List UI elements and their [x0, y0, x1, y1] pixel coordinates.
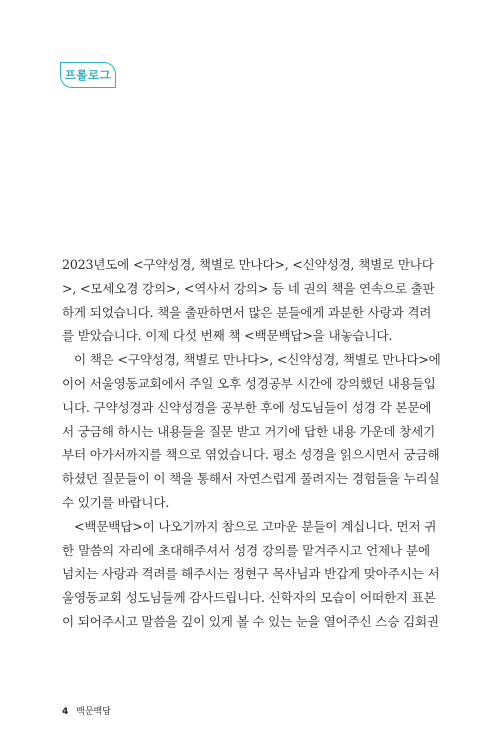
text-line: <백문백답>이 나오기까지 참으로 고마운 분들이 계십니다. 먼저 귀: [74, 518, 437, 534]
paragraph-1: [62, 253, 435, 348]
text-line: 이어 서울영동교회에서 주일 오후 성경공부 시간에 강의했던 내용들입: [62, 375, 436, 391]
text-line: 서 궁금해 하시는 내용들을 질문 받고 거기에 답한 내용 가운데 창세기: [62, 423, 436, 439]
text-line: 를 받았습니다. 이제 다섯 번째 책 <백문백답>을 내놓습니다.: [62, 328, 393, 344]
text-line: 수 있기를 바랍니다.: [62, 494, 170, 510]
paragraph-3: [62, 515, 440, 634]
paragraph-2: [62, 348, 441, 515]
text-line: 한 말씀의 자리에 초대해주셔서 성경 강의를 맡겨주시고 언제나 분에: [62, 542, 430, 558]
text-line: 이 되어주시고 말씀을 깊이 있게 볼 수 있는 눈을 열어주신 스승 김회권: [62, 613, 439, 629]
text-line: 이 책은 <구약성경, 책별로 만나다>, <신약성경, 책별로 만나다>에: [74, 352, 441, 368]
text-line: 부터 아가서까지를 책으로 엮었습니다. 평소 성경을 읽으시면서 궁금해: [62, 447, 440, 463]
page-footer: [62, 704, 111, 717]
text-line: 니다. 구약성경과 신약성경을 공부한 후에 성도님들이 성경 각 본문에: [62, 399, 432, 415]
text-line: 울영동교회 성도님들께 감사드립니다. 신학자의 모습이 어떠한지 표본: [62, 590, 436, 606]
text-line: 넘치는 사랑과 격려를 해주시는 정현구 목사님과 반갑게 맞아주시는 서: [62, 566, 440, 582]
text-line: 2023년도에 <구약성경, 책별로 만나다>, <신약성경, 책별로 만나다: [62, 257, 434, 272]
text-line: 하셨던 질문들이 이 책을 통해서 자연스럽게 풀려지는 경험들을 누리실: [62, 471, 440, 487]
text-line: >, <모세오경 강의>, <역사서 강의> 등 네 권의 책을 연속으로 출판: [62, 280, 435, 296]
chapter-label: 프롤로그: [60, 62, 116, 88]
page-number: 4: [62, 707, 69, 717]
running-book-title: 백문백답: [76, 707, 111, 717]
text-line: 하게 되었습니다. 책을 출판하면서 많은 분들에게 과분한 사랑과 격려: [62, 304, 432, 320]
body-text: [62, 253, 441, 634]
